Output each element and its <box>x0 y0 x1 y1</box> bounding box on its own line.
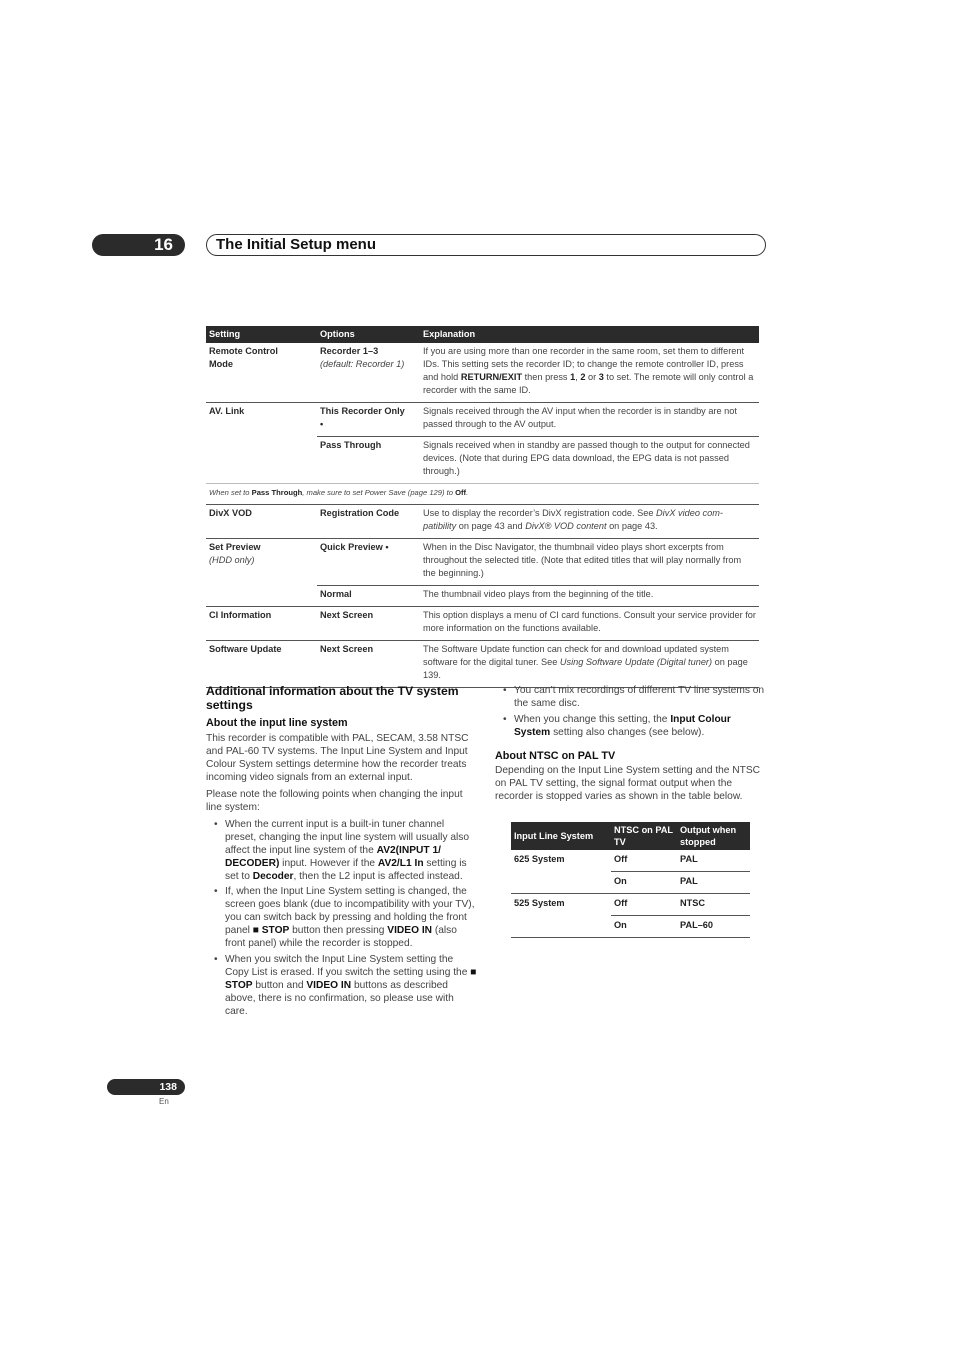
bullet-icon: • <box>214 819 218 830</box>
list-item: • When you switch the Input Line System setting the Copy List is erased. If you switch the setting using the ■ STOP button and VIDEO IN buttons as described above, there is no confirmation, so please use with care. <box>214 954 477 1017</box>
explanation-cell: This option displays a menu of CI card functions. Consult your service provider for more information on the functions available. <box>420 607 759 641</box>
table-row <box>206 539 759 586</box>
table-header-row <box>511 822 750 850</box>
list-item: • You can’t mix recordings of different TV line systems on the same disc. <box>503 685 765 709</box>
page-title: The Initial Setup menu <box>216 236 377 253</box>
explanation-cell: When in the Disc Navigator, the thumbnail video plays short excerpts from throughout the selected title. (Note that edited titles that will play normally from the beginning.) <box>420 539 759 586</box>
list-item: • If, when the Input Line System setting is changed, the screen goes blank (due to incompatibility with your TV), you can switch back by pressing and holding the front panel ■ STOP button then pressing VIDEO IN (also front panel) while the recorder is stopped. <box>214 886 475 949</box>
explanation-cell: The thumbnail video plays from the beginning of the title. <box>420 586 759 607</box>
setting-cell: AV. Link <box>209 406 245 416</box>
option-cell: Next Screen <box>317 607 420 641</box>
option-cell: Registration Code <box>317 505 420 539</box>
table-cell: PAL <box>677 872 750 894</box>
setting-cell: Software Update <box>206 641 317 688</box>
section-heading: Additional information about the TV system settings <box>206 684 459 712</box>
list-item: • When you change this setting, the Input Colour System setting also changes (see below). <box>503 714 731 738</box>
table-row <box>206 641 759 688</box>
column-header-options: Options <box>317 326 420 343</box>
page-number: 138 <box>107 1079 185 1095</box>
table-row <box>511 850 750 872</box>
table-row <box>511 894 750 916</box>
table-row <box>206 403 759 437</box>
bullet-icon: • <box>214 954 218 965</box>
setting-cell: DivX VOD <box>206 505 317 539</box>
explanation-cell: Signals received through the AV input when the recorder is in standby are not passed through to the AV output. <box>420 403 759 437</box>
ntsc-output-table <box>511 822 750 938</box>
table-row <box>206 607 759 641</box>
option-cell: This Recorder Only • <box>317 403 420 437</box>
table-cell: 625 System <box>514 854 565 864</box>
column-header-ntsc-on-pal: NTSC on PAL TV <box>611 822 677 850</box>
table-cell: PAL–60 <box>677 916 750 938</box>
table-note-row <box>206 484 759 505</box>
intro-paragraph: This recorder is compatible with PAL, SECAM, 3.58 NTSC and PAL-60 TV systems. The Input Line System and Input Colour System settings determine how the recorder treats incoming video signals from an external input. <box>206 733 469 783</box>
option-cell: Next Screen <box>317 641 420 688</box>
column-header-setting: Setting <box>206 326 317 343</box>
table-note: When set to Pass Through, make sure to set Power Save (page 129) to Off. <box>206 484 759 505</box>
table-row <box>206 586 759 607</box>
language-code: En <box>159 1097 169 1106</box>
explanation-cell: If you are using more than one recorder in the same room, set them to different IDs. This setting sets the recorder ID; to change the remote controller ID, press and hold RETURN/EXIT then press 1, 2 or 3 to set. The remote will only control a recorder with the same ID. <box>420 343 759 403</box>
table-cell: PAL <box>677 850 750 872</box>
table-header-row <box>206 326 759 343</box>
table-cell: Off <box>611 894 677 916</box>
explanation-cell: The Software Update function can check for and download updated system software for the digital tuner. See Using Software Update (Digital tuner) on page 139. <box>420 641 759 688</box>
bullet-icon: • <box>214 886 218 897</box>
table-cell: On <box>611 916 677 938</box>
ntsc-paragraph: Depending on the Input Line System setting and the NTSC on PAL TV setting, the signal format output when the recorder is stopped varies as shown in the table below. <box>495 765 761 802</box>
table-cell: Off <box>611 850 677 872</box>
chapter-number: 16 <box>92 234 185 256</box>
explanation-cell: Signals received when in standby are passed though to the output for connected devices. (Note that during EPG data download, the EPG data is not passed through.) <box>423 440 750 476</box>
notes-intro-paragraph: Please note the following points when changing the input line system: <box>206 789 463 813</box>
bullet-icon: • <box>503 685 507 696</box>
bullet-icon: • <box>503 714 507 725</box>
setting-cell: CI Information <box>206 607 317 641</box>
subsection-heading: About NTSC on PAL TV <box>495 750 616 762</box>
setting-cell: Remote Control Mode <box>206 343 317 403</box>
option-cell: Quick Preview • <box>317 539 420 586</box>
option-cell: Recorder 1–3 (default: Recorder 1) <box>317 343 420 403</box>
table-cell <box>511 872 611 894</box>
table-row <box>206 437 759 484</box>
settings-table <box>206 326 759 688</box>
setting-cell: Set Preview (HDD only) <box>209 542 261 565</box>
subsection-heading: About the input line system <box>206 717 348 729</box>
table-cell: 525 System <box>514 898 565 908</box>
table-row <box>511 916 750 938</box>
list-item: • When the current input is a built-in tuner channel preset, changing the input line system will usually also affect the input line system of the AV2(INPUT 1/ DECODER) input. However if the AV2/L1 In setting is set to Decoder, then the L2 input is affected instead. <box>214 819 470 882</box>
table-row <box>511 872 750 894</box>
table-row <box>206 343 759 403</box>
option-cell: Pass Through <box>320 440 382 450</box>
table-cell <box>511 916 611 938</box>
table-row <box>206 505 759 539</box>
column-header-explanation: Explanation <box>420 326 759 343</box>
option-cell: Normal <box>317 586 420 607</box>
table-cell: On <box>611 872 677 894</box>
column-header-output: Output when stopped <box>677 822 750 850</box>
explanation-cell: Use to display the recorder’s DivX registration code. See DivX video com-patibility on page 43 and DivX® VOD content on page 43. <box>420 505 759 539</box>
column-header-input-line: Input Line System <box>511 822 611 850</box>
table-cell: NTSC <box>677 894 750 916</box>
